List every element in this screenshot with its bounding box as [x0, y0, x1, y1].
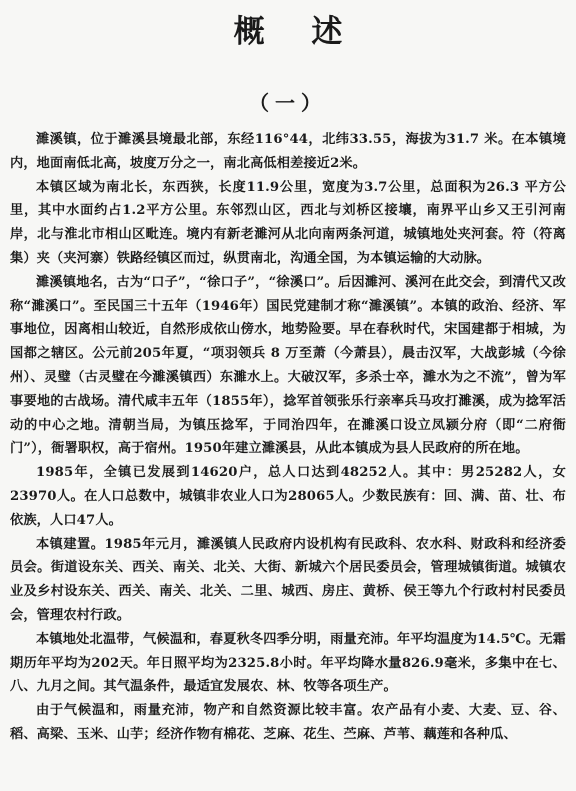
paragraph-administration: 本镇建置。1985年元月，濉溪镇人民政府内设机构有民政科、农水科、财政科和经济委员会。街道设东关、西关、南关、北关、大街、新城六个居民委员会，管理城镇街道。城镇农业及乡村设东关、西关、南关、北关、二里、城西、房庄、黄桥、侯王等九个行政村村民委员会，管理农村行政。	[10, 536, 566, 623]
page-title: 概 述	[233, 14, 361, 50]
section-heading: （一）	[249, 91, 327, 115]
paragraph-population: 1985年，全镇已发展到14620户，总人口达到48252人。其中：男25282人，女23970人。在人口总数中，城镇非农业人口为28065人。少数民族有：回、满、苗、壮、布依族，人口47人。	[10, 465, 566, 528]
paragraph-location: 濉溪镇，位于濉溪县境最北部，东经116°44，北纬33.55，海拔为31.7 米。在本镇境内，地面南低北高，坡度万分之一，南北高低相差接近2米。	[10, 132, 566, 171]
paragraph-area: 本镇区域为南北长，东西狭，长度11.9公里，宽度为3.7公里，总面积为26.3 平方公里，其中水面约占1.2平方公里。东邻烈山区，西北与刘桥区接壤，南界平山乡又王引河南岸，北与淮北市相山区毗连。境内有新老濉河从北向南两条河道，城镇地处夹河套。符（符离集）夹（夹河寨）铁路经镇区而过，纵贯南北，沟通全国，为本镇运输的大动脉。	[10, 179, 566, 266]
paragraph-products: 由于气候温和，雨量充沛，物产和自然资源比较丰富。农产品有小麦、大麦、豆、谷、稻、高梁、玉米、山芋；经济作物有棉花、芝麻、花生、苎麻、芦苇、藕莲和各种瓜、	[10, 703, 566, 742]
paragraph-climate: 本镇地处北温带，气候温和，春夏秋冬四季分明，雨量充沛。年平均温度为14.5℃。无霜期历年平均为202天。年日照平均为2325.8小时。年平均降水量826.9毫米，多集中在七、八、九月之间。其气温条件，最适宜发展农、林、牧等各项生产。	[10, 631, 566, 695]
body-text	[10, 128, 566, 747]
paragraph-history: 濉溪镇地名，古为“口子”，“徐口子”，“徐溪口”。后因濉河、溪河在此交会，到清代又改称“濉溪口”。至民国三十五年（1946年）国民党建制才称“濉溪镇”。本镇的政治、经济、军事地位，因离相山较近，自然形成依山傍水，地势险要。早在春秋时代，宋国建都于相城，为国都之辖区。公元前205年夏，“项羽领兵 8 万至萧（今萧县），晨击汉军，大战彭城（今徐州）、灵璧（古灵璧在今濉溪镇西）东濉水上。大破汉军，多杀士卒，濉水为之不流”，曾为军事要地的古战场。清代咸丰五年（1855年），捻军首领张乐行亲率兵马攻打濉溪，成为捻军活动的中心之地。清朝当局，为镇压捻军，于同治四年，在濉溪口设立凤颍分府（即“二府衙门”），衙署职权，高于宿州。1950年建立濉溪县，从此本镇成为县人民政府的所在地。	[10, 274, 566, 457]
